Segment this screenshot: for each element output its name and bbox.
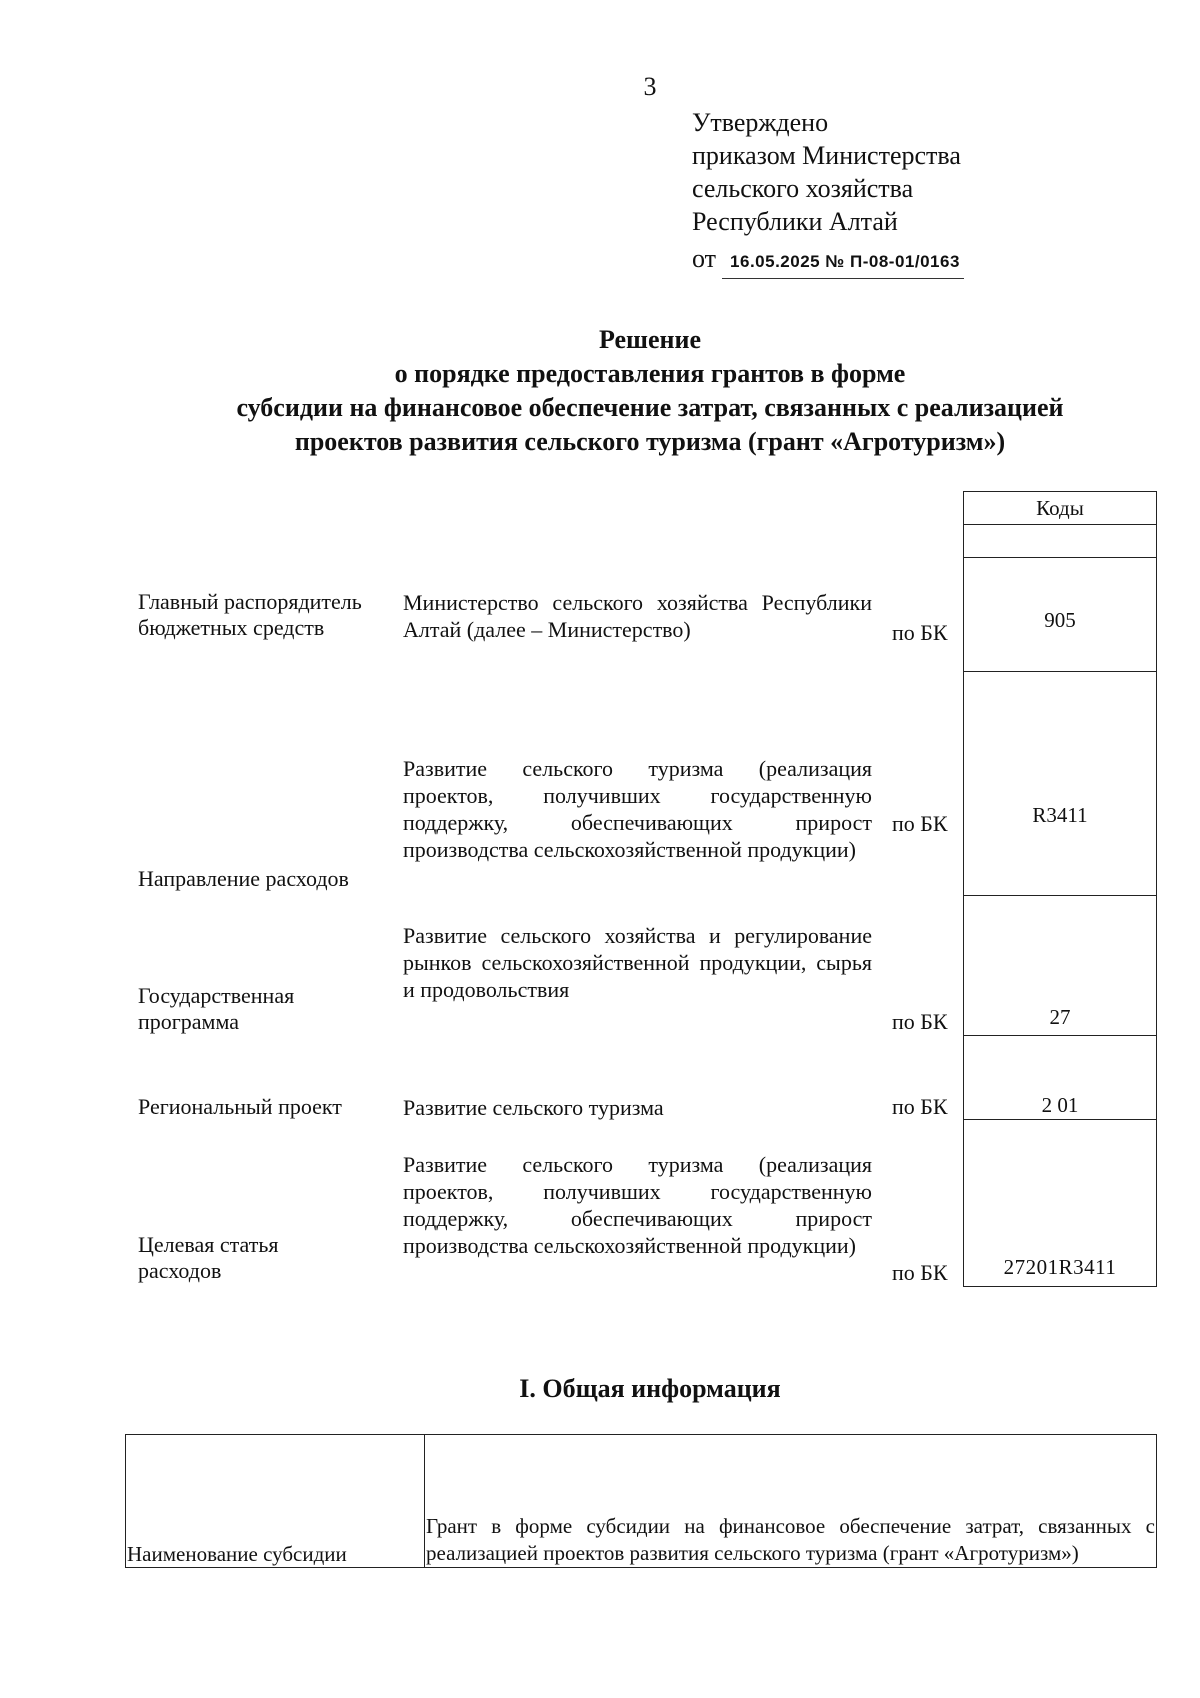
row-label: Главный распорядитель бюджетных средств: [138, 589, 362, 640]
info-value: Грант в форме субсидии на финансовое обеспечение затрат, связанных с реализацией проектов развития сельского туризма (грант «Агротуризм»): [425, 1435, 1157, 1568]
row-label: Направление расходов: [138, 866, 349, 891]
row-description: Развитие сельского хозяйства и регулирование рынков сельскохозяйственной продукции, сырья и продовольствия: [403, 923, 872, 1002]
info-table: [125, 1434, 1157, 1568]
approval-line: Утверждено: [692, 108, 829, 137]
row-description: Развитие сельского туризма: [403, 1095, 664, 1120]
row-description: Министерство сельского хозяйства Республики Алтай (далее – Министерство): [403, 590, 872, 642]
code-cell: 905: [964, 558, 1157, 672]
bk-label: по БК: [892, 620, 948, 645]
row-label: Государственная программа: [138, 983, 295, 1034]
code-cell: 27201R3411: [964, 1120, 1157, 1287]
page-number: 3: [643, 72, 657, 101]
bk-label: по БК: [892, 1260, 948, 1285]
codes-table: [963, 491, 1157, 1287]
approval-stamp: [692, 106, 964, 279]
row-description: Развитие сельского туризма (реализация проектов, получивших государственную поддержку, обеспечивающих прирост производства сельскохозяйственной продукции): [403, 1152, 872, 1258]
code-cell: 2 01: [964, 1036, 1157, 1120]
row-description: Развитие сельского туризма (реализация проектов, получивших государственную поддержку, обеспечивающих прирост производства сельскохозяйственной продукции): [403, 756, 872, 862]
approval-line: Республики Алтай: [692, 207, 898, 236]
title-line: о порядке предоставления грантов в форме: [394, 359, 906, 388]
info-label: Наименование субсидии: [126, 1435, 425, 1568]
row-label: Региональный проект: [138, 1094, 342, 1119]
order-number: 16.05.2025 № П-08-01/0163: [722, 245, 964, 279]
title-line: проектов развития сельского туризма (грант «Агротуризм»): [294, 427, 1006, 456]
bk-label: по БК: [892, 811, 948, 836]
bk-label: по БК: [892, 1009, 948, 1034]
approval-line: приказом Министерства: [692, 141, 961, 170]
title-line: субсидии на финансовое обеспечение затрат, связанных с реализацией: [236, 393, 1064, 422]
codes-empty-cell: [964, 525, 1157, 558]
row-label: Целевая статья расходов: [138, 1232, 279, 1283]
code-cell: 27: [964, 896, 1157, 1036]
codes-header: Коды: [964, 492, 1157, 525]
approval-line: сельского хозяйства: [692, 174, 914, 203]
order-line: [692, 242, 964, 279]
table-row: [126, 1435, 1157, 1568]
from-label: от: [692, 244, 717, 273]
title-line: Решение: [598, 325, 702, 354]
code-cell: R3411: [964, 672, 1157, 896]
bk-label: по БК: [892, 1094, 948, 1119]
document-title: [90, 323, 1200, 459]
section-title: I. Общая информация: [519, 1374, 781, 1403]
